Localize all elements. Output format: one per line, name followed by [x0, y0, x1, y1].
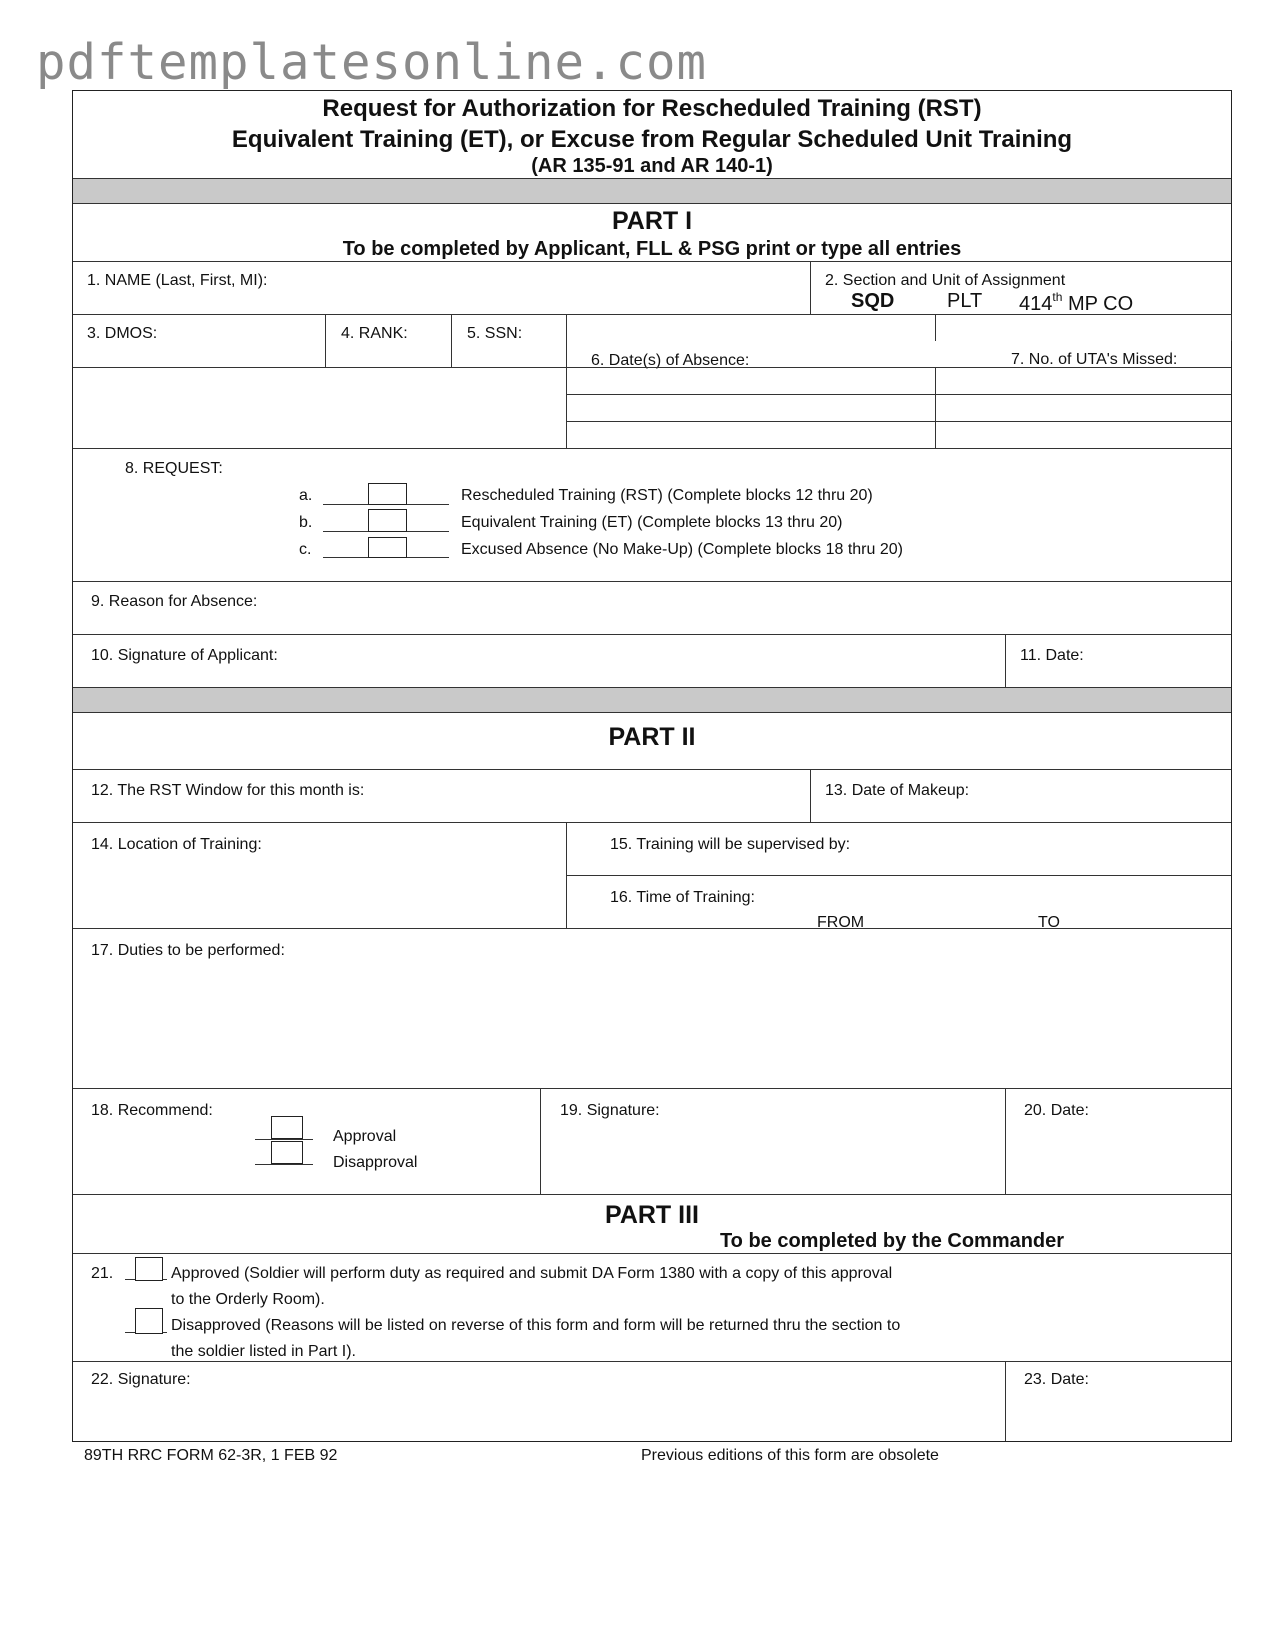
form-title-line2: Equivalent Training (ET), or Excuse from Regular Scheduled Unit Training — [231, 126, 1073, 153]
recommend-disapproval-checkbox[interactable] — [271, 1141, 303, 1164]
form-title-regulation: (AR 135-91 and AR 140-1) — [531, 155, 773, 177]
training-time-label: 16. Time of Training: — [610, 889, 755, 906]
plt-label: PLT — [947, 290, 983, 312]
rank-label: 4. RANK: — [341, 325, 408, 342]
dmos-label: 3. DMOS: — [87, 325, 158, 342]
supervised-by-label: 15. Training will be supervised by: — [610, 836, 851, 853]
utas-missed-label: 7. No. of UTA's Missed: — [1011, 351, 1178, 368]
request-option-text: Rescheduled Training (RST) (Complete blocks 12 thru 20) — [461, 487, 873, 504]
request-option-letter: c. — [299, 541, 312, 558]
approval-option-label: Approval — [333, 1128, 397, 1145]
request-option-letter: a. — [299, 487, 313, 504]
ssn-label: 5. SSN: — [467, 325, 523, 342]
duties-label: 17. Duties to be performed: — [91, 942, 285, 959]
recommender-date-label: 20. Date: — [1024, 1102, 1089, 1119]
request-form — [72, 90, 1232, 1442]
obsolete-note: Previous editions of this form are obsolete — [641, 1447, 939, 1464]
commander-disapproved-checkbox[interactable] — [135, 1308, 163, 1334]
commander-date-label: 23. Date: — [1024, 1371, 1089, 1388]
name-label: 1. NAME (Last, First, MI): — [87, 272, 268, 289]
part3-heading: PART III — [605, 1201, 699, 1229]
request-option-text: Equivalent Training (ET) (Complete blocks 13 thru 20) — [461, 514, 843, 531]
commander-approved-checkbox[interactable] — [135, 1257, 163, 1281]
part2-heading: PART II — [608, 723, 696, 751]
part1-heading: PART I — [611, 207, 693, 235]
request-option-letter: b. — [299, 514, 313, 531]
reason-label: 9. Reason for Absence: — [91, 593, 258, 610]
unit-name: 414th MP CO — [1019, 290, 1134, 315]
recommender-signature-label: 19. Signature: — [560, 1102, 660, 1119]
form-title-line1: Request for Authorization for Rescheduled Training (RST) — [322, 95, 982, 122]
sqd-label: SQD — [851, 290, 895, 312]
separator-bar-1 — [73, 178, 1231, 204]
approved-text-line2: to the Orderly Room). — [171, 1291, 325, 1308]
separator-bar-2 — [73, 687, 1231, 713]
time-to-label: TO — [1038, 914, 1060, 931]
part3-subheading: To be completed by the Commander — [719, 1230, 1065, 1252]
disapproved-text-line1: Disapproved (Reasons will be listed on reverse of this form and form will be returned thru the section to — [171, 1317, 901, 1334]
rst-checkbox[interactable] — [368, 483, 407, 505]
request-label: 8. REQUEST: — [125, 460, 223, 477]
applicant-signature-label: 10. Signature of Applicant: — [91, 647, 278, 664]
disapproved-text-line2: the soldier listed in Part I). — [171, 1343, 356, 1360]
section-unit-label: 2. Section and Unit of Assignment — [825, 272, 1066, 289]
makeup-date-label: 13. Date of Makeup: — [825, 782, 970, 799]
form-id: 89TH RRC FORM 62-3R, 1 FEB 92 — [84, 1447, 338, 1464]
rst-window-label: 12. The RST Window for this month is: — [91, 782, 365, 799]
recommend-label: 18. Recommend: — [91, 1102, 213, 1119]
excused-absence-checkbox[interactable] — [368, 537, 407, 558]
part1-subheading: To be completed by Applicant, FLL & PSG print or type all entries — [342, 238, 962, 260]
recommend-approval-checkbox[interactable] — [271, 1116, 303, 1139]
commander-signature-label: 22. Signature: — [91, 1371, 191, 1388]
training-location-label: 14. Location of Training: — [91, 836, 262, 853]
item-21-number: 21. — [91, 1265, 114, 1282]
approved-text-line1: Approved (Soldier will perform duty as required and submit DA Form 1380 with a copy of this approval — [171, 1265, 893, 1282]
time-from-label: FROM — [817, 914, 865, 931]
watermark-text: pdftemplatesonline.com — [36, 34, 708, 91]
dates-of-absence-label: 6. Date(s) of Absence: — [591, 352, 750, 369]
applicant-date-label: 11. Date: — [1020, 647, 1084, 664]
disapproval-option-label: Disapproval — [333, 1154, 418, 1171]
request-option-text: Excused Absence (No Make-Up) (Complete blocks 18 thru 20) — [461, 541, 903, 558]
et-checkbox[interactable] — [368, 509, 407, 532]
